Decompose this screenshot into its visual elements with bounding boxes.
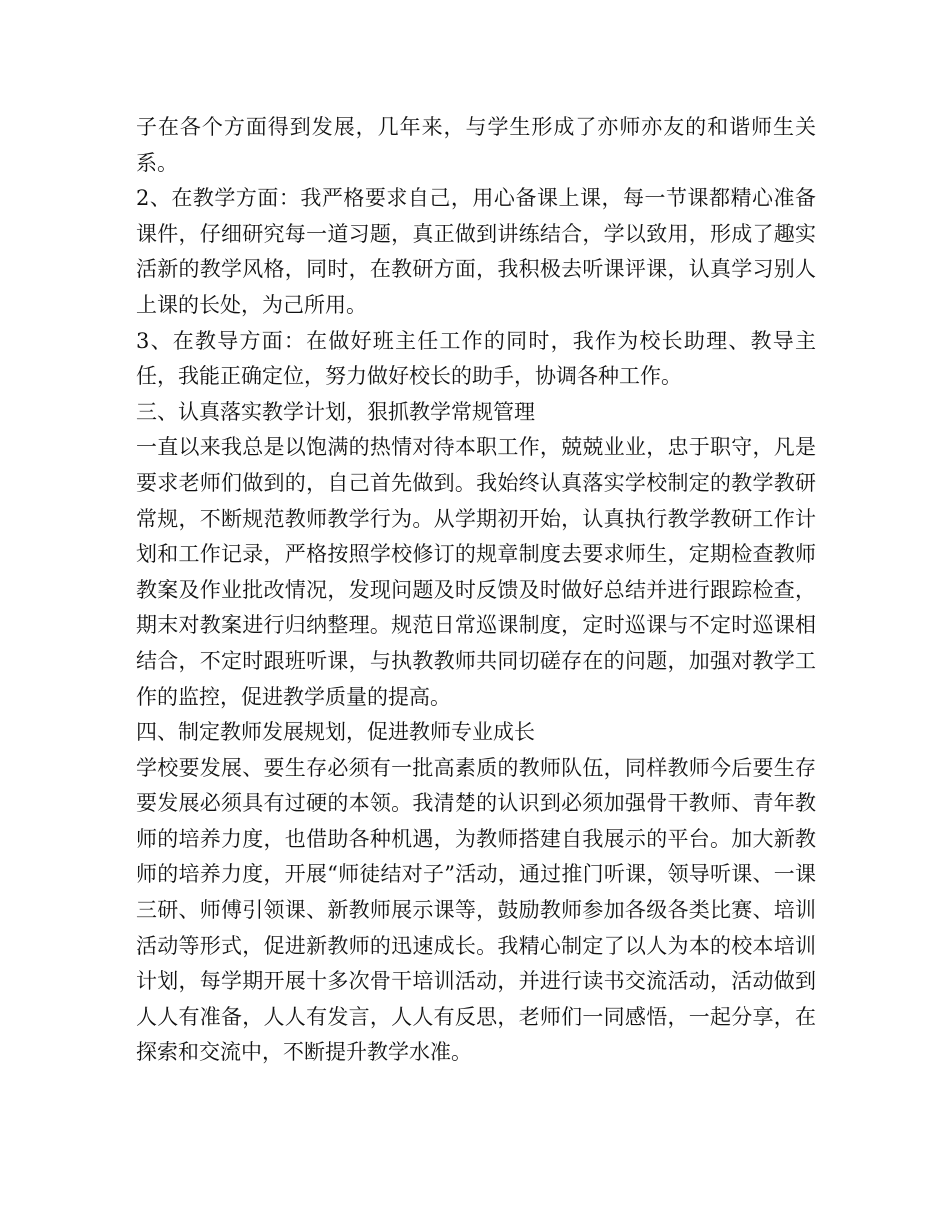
paragraph-routine-management: 一直以来我总是以饱满的热情对待本职工作，兢兢业业，忠于职守，凡是要求老师们做到的，自己首先做到。我始终认真落实学校制定的教学教研常规，不断规范教师教学行为。从学期初开始，认真执行教学教研工作计划和工作记录，严格按照学校修订的规章制度去要求师生，定期检查教师教案及作业批改情况，发现问题及时反馈及时做好总结并进行跟踪检查，期末对教案进行归纳整理。规范日常巡课制度，定时巡课与不定时巡课相结合，不定时跟班听课，与执教教师共同切磋存在的问题，加强对教学工作的监控，促进教学质量的提高。 <box>136 435 816 709</box>
paragraph-guidance: 3、在教导方面：在做好班主任工作的同时，我作为校长助理、教导主任，我能正确定位，努力做好校长的助手，协调各种工作。 <box>136 328 816 389</box>
heading-section-three: 三、认真落实教学计划，狠抓教学常规管理 <box>136 399 535 424</box>
paragraph-teacher-development: 学校要发展、要生存必须有一批高素质的教师队伍，同样教师今后要生存要发展必须具有过硬的本领。我清楚的认识到必须加强骨干教师、青年教师的培养力度，也借助各种机遇，为教师搭建自我展示的平台。加大新教师的培养力度，开展“师徒结对子”活动，通过推门听课，领导听课、一课三研、师傅引领课、新教师展示课等，鼓励教师参加各级各类比赛、培训活动等形式，促进新教师的迅速成长。我精心制定了以人为本的校本培训计划，每学期开展十多次骨干培训活动，并进行读书交流活动，活动做到人人有准备，人人有发言，人人有反思，老师们一同感悟，一起分享，在探索和交流中，不断提升教学水准。 <box>136 755 816 1065</box>
paragraph-teaching: 2、在教学方面：我严格要求自己，用心备课上课，每一节课都精心准备课件，仔细研究每一道习题，真正做到讲练结合，学以致用，形成了趣实活新的教学风格，同时，在教研方面，我积极去听课评课，认真学习别人上课的长处，为己所用。 <box>136 186 816 317</box>
paragraph-continuation: 子在各个方面得到发展，几年来，与学生形成了亦师亦友的和谐师生关系。 <box>136 115 816 175</box>
heading-section-four: 四、制定教师发展规划，促进教师专业成长 <box>136 720 535 745</box>
document-page <box>136 110 816 1071</box>
